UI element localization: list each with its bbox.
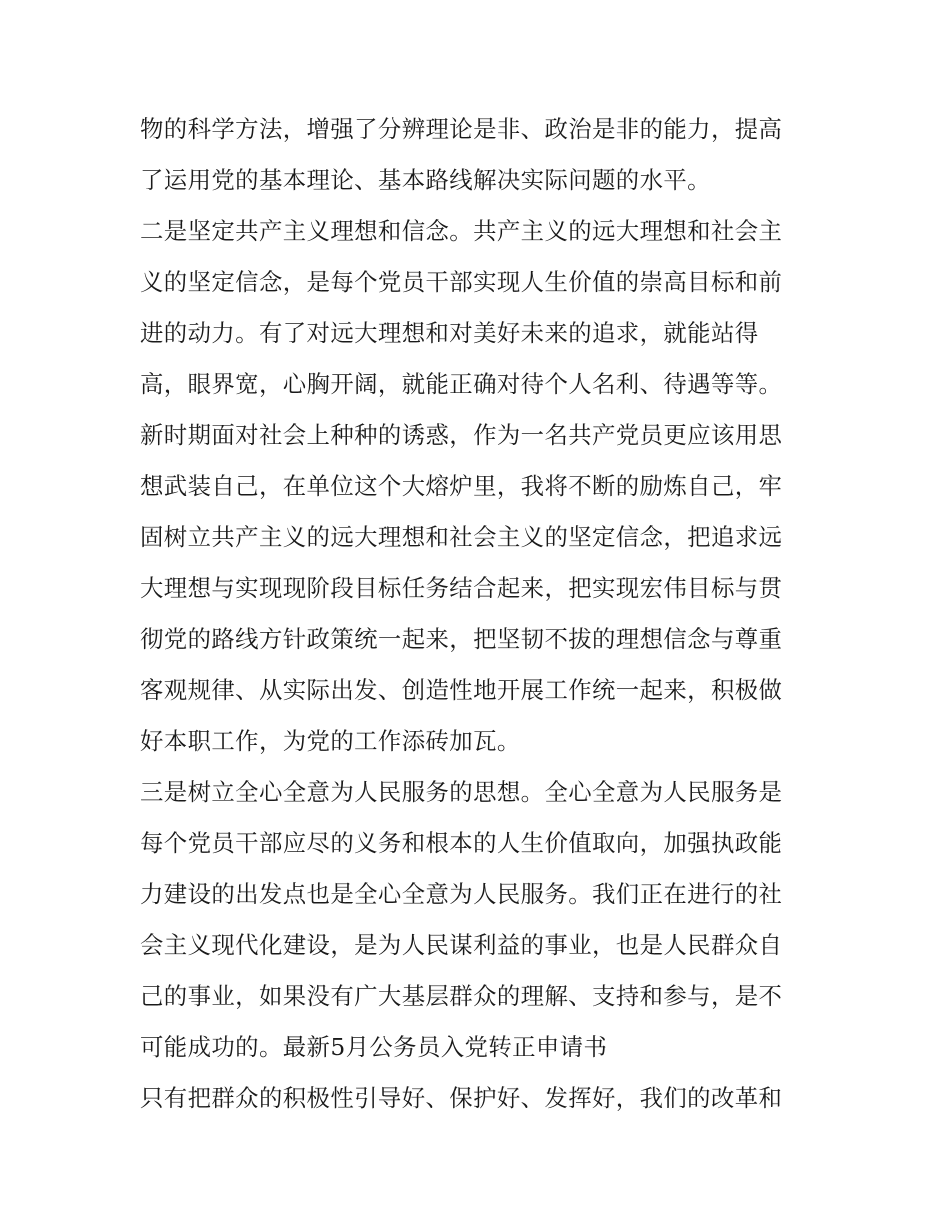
text-line: 新时期面对社会上种种的诱惑，作为一名共产党员更应该用思 (140, 421, 783, 449)
text-line: 义的坚定信念，是每个党员干部实现人生价值的崇高目标和前 (140, 268, 783, 296)
text-line: 会主义现代化建设，是为人民谋利益的事业，也是人民群众自 (140, 931, 783, 959)
text-line: 己的事业，如果没有广大基层群众的理解、支持和参与，是不 (140, 982, 783, 1010)
text-line: 好本职工作，为党的工作添砖加瓦。 (140, 727, 521, 755)
text-line: 每个党员干部应尽的义务和根本的人生价值取向，加强执政能 (140, 829, 783, 857)
text-line: 客观规律、从实际出发、创造性地开展工作统一起来，积极做 (140, 676, 783, 704)
text-line: 可能成功的。最新5月公务员入党转正申请书 (140, 1033, 608, 1061)
text-line: 力建设的出发点也是全心全意为人民服务。我们正在进行的社 (140, 880, 783, 908)
text-line: 二是坚定共产主义理想和信念。共产主义的远大理想和社会主 (140, 217, 783, 245)
text-line: 大理想与实现现阶段目标任务结合起来，把实现宏伟目标与贯 (140, 574, 783, 602)
text-line: 进的动力。有了对远大理想和对美好未来的追求，就能站得 (140, 319, 759, 347)
text-line: 固树立共产主义的远大理想和社会主义的坚定信念，把追求远 (140, 523, 783, 551)
document-body (140, 104, 820, 1124)
text-line: 了运用党的基本理论、基本路线解决实际问题的水平。 (140, 166, 711, 194)
text-line: 只有把群众的积极性引导好、保护好、发挥好，我们的改革和 (140, 1084, 783, 1112)
text-line: 彻党的路线方针政策统一起来，把坚韧不拔的理想信念与尊重 (140, 625, 783, 653)
text-line: 高，眼界宽，心胸开阔，就能正确对待个人名利、待遇等等。 (140, 370, 783, 398)
text-line: 三是树立全心全意为人民服务的思想。全心全意为人民服务是 (140, 778, 783, 806)
text-line: 想武装自己，在单位这个大熔炉里，我将不断的励炼自己，牢 (140, 472, 783, 500)
text-line: 物的科学方法，增强了分辨理论是非、政治是非的能力，提高 (140, 115, 783, 143)
